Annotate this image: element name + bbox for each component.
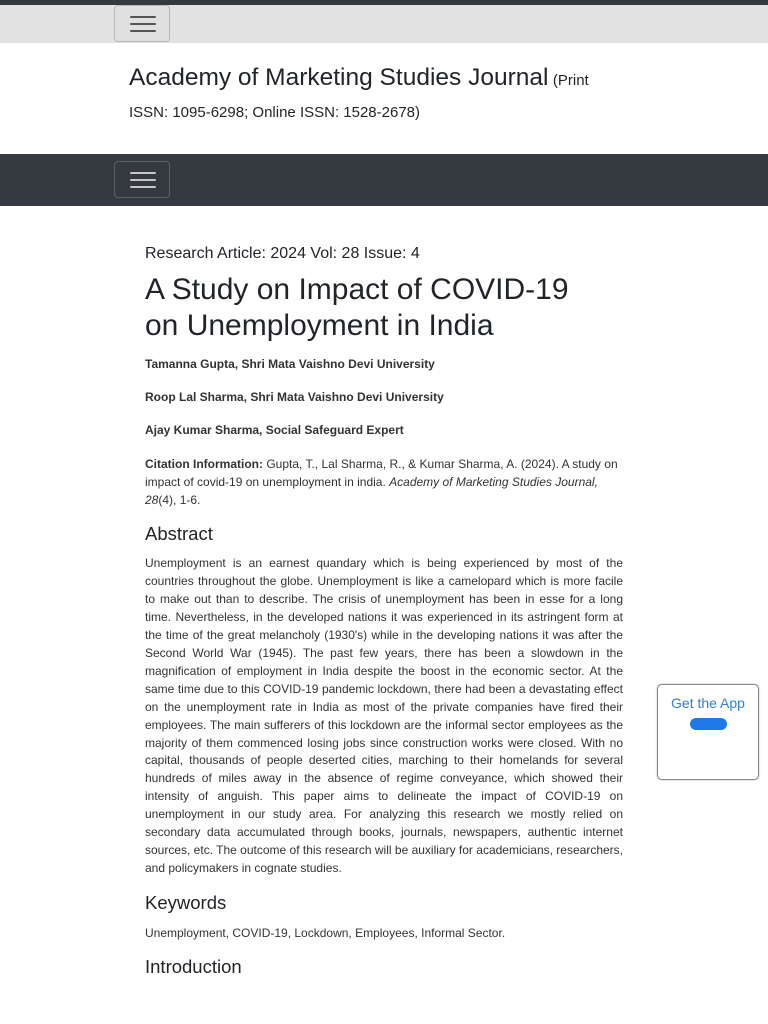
article-meta: Research Article: 2024 Vol: 28 Issue: 4	[145, 245, 420, 262]
article-title-line-1: A Study on Impact of COVID-19	[145, 273, 569, 306]
issn-prefix: (Print	[552, 72, 589, 89]
article-title	[145, 272, 623, 344]
abstract-text: Unemployment is an earnest quandary which is being experienced by most of the countries throughout the globe. Unemployment is like a camelopard which is more facile to make out than to describe. The crisis of unemployment has been in esse for a long time. Nevertheless, in the developed nations it was experienced in its astringent form at the time of the great melancholy (1930's) while in the developing nations it was after the Second World War (1945). The past few years, there has been a slowdown in the magnification of employment in India despite the boost in the economic sector. At the same time due to this COVID-19 pandemic lockdown, there had been a devastating effect on the unemployment rate in India as most of the private companies have fired their employees. The main sufferers of this lockdown are the informal sector employees as the majority of them commenced losing jobs since construction works were closed. With no capital, thousands of people deserted cities, marching to their homelands for several hundreds of miles away in the absence of regime conveyance, which showed their intensity of anguish. This paper aims to delineate the impact of COVID-19 on unemployment in our study area. For analyzing this research we mostly relied on secondary data accumulated through books, journals, newspapers, authentic internet sources, etc. The outcome of this research will be auxiliary for academicians, researchers, and policymakers in cognate studies.	[145, 556, 623, 876]
get-the-app-widget[interactable]	[657, 684, 759, 780]
abstract-heading: Abstract	[145, 523, 213, 544]
issn-text: ISSN: 1095-6298; Online ISSN: 1528-2678)	[129, 104, 421, 121]
author-3: Ajay Kumar Sharma, Social Safeguard Expert	[145, 423, 404, 437]
top-menu-toggle-button[interactable]	[114, 5, 170, 42]
citation-information	[145, 455, 623, 509]
menu-icon	[130, 16, 156, 33]
article-content	[145, 244, 623, 978]
top-navbar	[0, 5, 768, 43]
journal-title[interactable]: Academy of Marketing Studies Journal	[129, 64, 549, 91]
get-the-app-link[interactable]: Get the App	[671, 695, 745, 711]
keywords-heading: Keywords	[145, 892, 227, 914]
author-1: Tamanna Gupta, Shri Mata Vaishno Devi University	[145, 357, 435, 371]
citation-journal: Academy of Marketing Studies Journal, 28	[145, 475, 598, 507]
keywords-text: Unemployment, COVID-19, Lockdown, Employees, Informal Sector.	[145, 926, 506, 941]
journal-masthead	[129, 62, 649, 129]
main-navbar	[0, 154, 768, 206]
author-2: Roop Lal Sharma, Shri Mata Vaishno Devi University	[145, 390, 444, 404]
introduction-heading: Introduction	[145, 956, 242, 978]
app-download-button[interactable]	[690, 718, 727, 730]
menu-icon	[130, 172, 156, 189]
citation-label: Citation Information:	[145, 457, 263, 471]
main-menu-toggle-button[interactable]	[114, 161, 170, 198]
article-title-line-2: on Unemployment in India	[145, 309, 494, 342]
citation-issue: (4), 1-6.	[158, 493, 201, 507]
citation-text: Gupta, T., Lal Sharma, R., & Kumar Sharma, A. (2024). A study on impact of covid-19 on unemployment in india.	[145, 457, 618, 489]
